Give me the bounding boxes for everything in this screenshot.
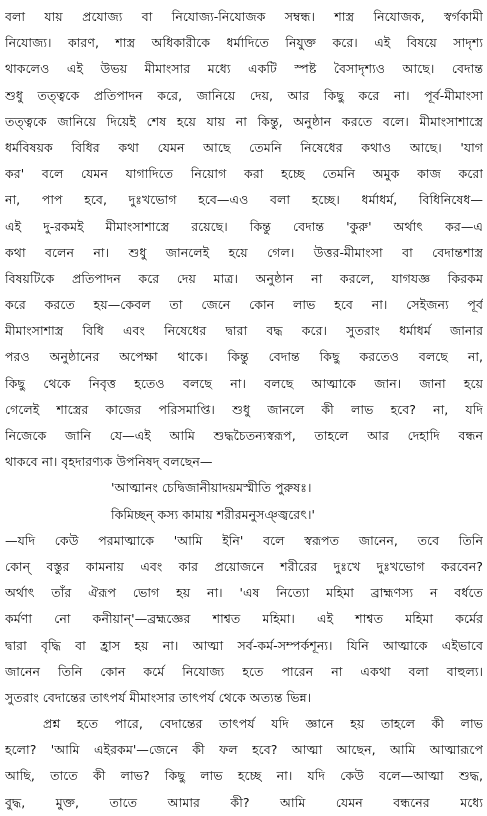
verse-line: কিমিচ্ছন্ কস্য কামায় শরীরমনুসঞ্জ্বরেৎ।' xyxy=(111,506,315,522)
text-line: বিষয়টিকে প্রতিপাদন করে দেয় মাত্র। অনুষ্ঠান না করলে, যাগযজ্ঞ কিরকম xyxy=(5,270,483,286)
text-line: কিছু থেকে নিবৃত্ত হতেও বলছে না। বলছে আত্মাকে জান। জানা হয়ে xyxy=(5,375,483,391)
text-line: দ্বারা বৃদ্ধি বা হ্রাস হয় না। আত্মা সর্ব-কর্ম-সম্পর্কশূন্য। যিনি আত্মাকে এইভাবে xyxy=(5,637,483,653)
text-line: ধর্মবিষয়ক বিধির কথা যেমন আছে তেমনি নিষেধের কথাও আছে। 'যাগ xyxy=(5,139,483,155)
text-line: এই দু-রকমই মীমাংসাশাস্ত্রে রয়েছে। কিন্তু বেদান্ত 'কুরু' অর্থাৎ কর—এ xyxy=(5,218,483,234)
text-line: প্রশ্ন হতে পারে, বেদান্তের তাৎপর্য যদি জ্ঞানে হয় তাহলে কী লাভ xyxy=(43,716,483,732)
verse-quote xyxy=(5,475,483,527)
text-line: আছি, তাতে কী লাভ? কিছু লাভ হচ্ছে না। যদি কেউ বলে—আত্মা শুদ্ধ, xyxy=(5,768,483,784)
text-line: সুতরাং বেদান্তের তাৎপর্য মীমাংসার তাৎপর্য থেকে অত্যন্ত ভিন্ন। xyxy=(5,689,312,705)
text-line: গেলেই শাস্ত্রের কাজের পরিসমাপ্তি। শুধু জানলে কী লাভ হবে? না, যদি xyxy=(5,401,483,417)
text-line: কথা বলেন না। শুধু জানলেই হয়ে গেল। উত্তর-মীমাংসা বা বেদান্তশাস্ত্র xyxy=(5,244,483,260)
text-line: অর্থাৎ তাঁর ঐরূপ ভোগ হয় না। 'এষ নিত্যো মহিমা ব্রাহ্মণস্য ন বর্ধতে xyxy=(5,585,483,601)
text-line: কর' বলে যেমন যাগাদিতে নিয়োগ করা হচ্ছে তেমনি অমুক কাজ করো xyxy=(5,166,483,182)
verse-line: 'আত্মানং চেদ্বিজানীয়াদয়মস্মীতি পুরুষঃ। xyxy=(111,480,312,496)
paragraph-2 xyxy=(5,528,483,711)
text-line: —যদি কেউ পরমাত্মাকে 'আমি ইনি' বলে স্বরূপত জানেন, তবে তিনি xyxy=(5,532,483,548)
text-line: শুধু তত্ত্বকে প্রতিপাদন করে, জানিয়ে দেয়, আর কিছু করে না। পূর্ব-মীমাংসা xyxy=(5,87,483,103)
text-line: বলা যায় প্রযোজ্য বা নিযোজ্য-নিযোজক সম্বন্ধ। শাস্ত্র নিযোজক, স্বর্গকামী xyxy=(5,9,483,24)
text-line: না, পাপ হবে, দুঃখভোগ হবে—এও বলা হচ্ছে। ধর্মাধর্ম, বিধিনিষেধ— xyxy=(5,192,483,208)
text-line: নিজেকে জানি যে—এই আমি শুদ্ধচৈতন্যস্বরূপ, তাহলে আর দেহাদি বন্ধন xyxy=(5,428,483,443)
paragraph-3 xyxy=(5,711,483,816)
text-line: থাকলেও এই উভয় মীমাংসার মধ্যে একটি স্পষ্ট বৈসাদৃশ্যও আছে। বেদান্ত xyxy=(5,61,483,77)
text-line: মীমাংসাশাস্ত্র বিধি এবং নিষেধের দ্বারা বদ্ধ করে। সুতরাং ধর্মাধর্ম জানার xyxy=(5,323,483,339)
text-line: নিযোজ্য। কারণ, শাস্ত্র অধিকারীকে ধর্মাদিতে নিযুক্ত করে। এই বিষয়ে সাদৃশ্য xyxy=(5,35,483,51)
text-line: বুদ্ধ, মুক্ত, তাতে আমার কী? আমি যেমন বন্ধনের মধ্যে xyxy=(5,794,483,810)
text-line: কোন্ বস্তুর কামনায় এবং কার প্রয়োজনে শরীরের দুঃখে দুঃখভোগ করবেন? xyxy=(5,558,483,574)
text-line: কর্মণা নো কনীয়ান্'—ব্রহ্মজ্ঞের শাশ্বত মহিমা। এই শাশ্বত মহিমা কর্মের xyxy=(5,611,483,627)
text-line: হলো? 'আমি এইরকম'—জেনে কী ফল হবে? আত্মা আছেন, আমি আত্মারূপে xyxy=(5,742,483,758)
text-line: জানেন তিনি কোন কর্মে নিযোজ্য হতে পারেন না একথা বলা বাহুল্য। xyxy=(5,663,483,679)
text-line: পরও অনুষ্ঠানের অপেক্ষা থাকে। কিন্তু বেদান্ত কিছু করতেও বলছে না, xyxy=(5,349,483,365)
text-line: থাকবে না। বৃহদারণ্যক উপনিষদ্ বলছেন— xyxy=(5,454,213,470)
text-line: তত্ত্বকে জানিয়ে দিয়েই শেষ হয়ে যায় না কিন্তু, অনুষ্ঠান করতে বলে। মীমাংসাশাস্ত্রে xyxy=(5,113,483,129)
paragraph-1 xyxy=(5,4,483,475)
text-line: করে করতে হয়—কেবল তা জেনে কোন লাভ হবে না। সেইজন্য পূর্ব xyxy=(5,297,483,313)
